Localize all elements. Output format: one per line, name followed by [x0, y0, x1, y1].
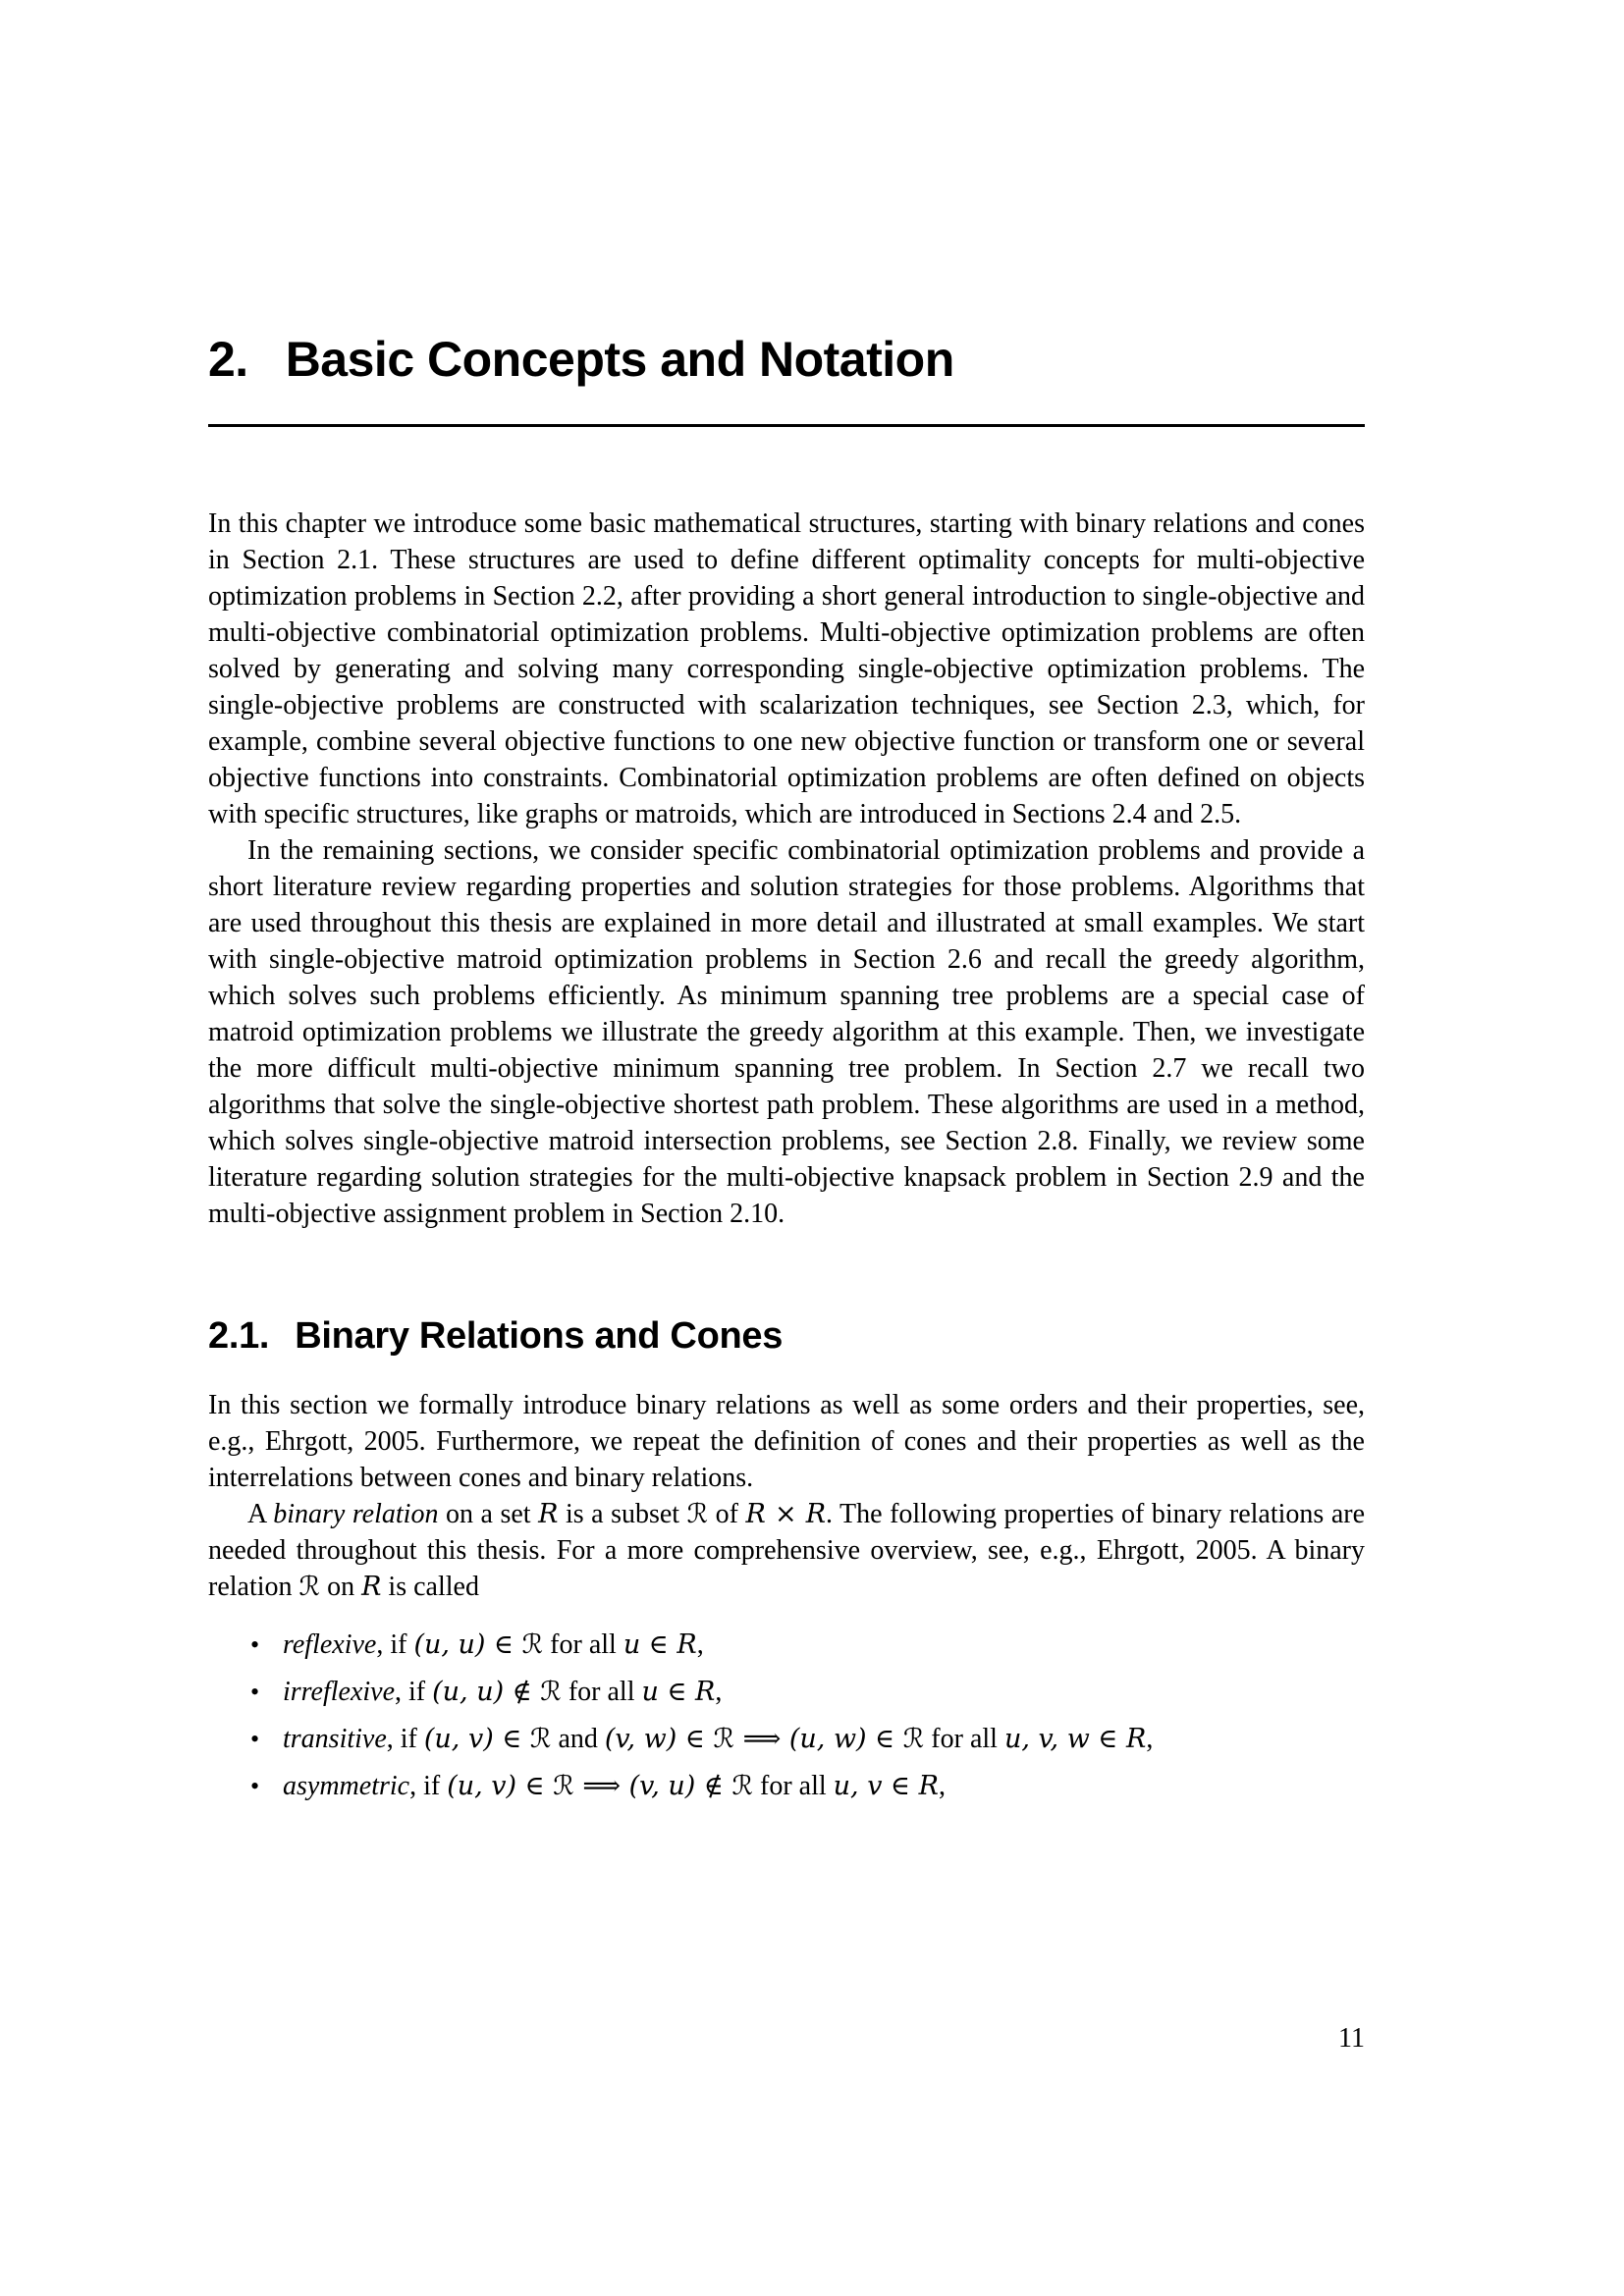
- text-segment: ,: [938, 1770, 946, 1801]
- text-segment: (v, w) ∈: [604, 1723, 714, 1754]
- chapter-rule: [208, 424, 1365, 427]
- text-segment: u ∈ R: [641, 1676, 716, 1707]
- text-segment: (u, v) ∈: [447, 1770, 554, 1801]
- text-segment: ℛ: [731, 1770, 754, 1801]
- list-item-text: [283, 1629, 704, 1660]
- text-segment: (u, u) ∈: [413, 1629, 522, 1660]
- text-segment: ℛ: [540, 1676, 562, 1707]
- text-segment: for all: [753, 1770, 834, 1801]
- chapter-heading: [208, 332, 1365, 387]
- bullet-icon: •: [250, 1629, 260, 1659]
- properties-list: [208, 1627, 1365, 1804]
- list-item-irreflexive: [250, 1674, 1365, 1710]
- text-segment: , if: [409, 1770, 448, 1801]
- text-segment: , if: [386, 1723, 424, 1754]
- text-segment: ⟹: [573, 1770, 629, 1801]
- text-segment: for all: [543, 1629, 623, 1660]
- chapter-title: Basic Concepts and Notation: [285, 332, 954, 387]
- text-segment: ⟹: [733, 1723, 789, 1754]
- section-heading: [208, 1316, 1365, 1358]
- text-segment: for all: [924, 1723, 1004, 1754]
- text-segment: is called: [381, 1571, 479, 1602]
- page-number: 11: [1338, 2023, 1365, 2054]
- text-segment: R: [538, 1498, 559, 1529]
- intro-paragraph-1: In this chapter we introduce some basic mathematical structures, starting with binary relations and cones in Section 2.1. These structures are used to define different optimality concepts for multi-objective optimization problems in Section 2.2, after providing a short general introduction to single-objective and multi-objective combinatorial optimization problems. Multi-objective optimization problems are often solved by generating and solving many corresponding single-objective optimization problems. The single-objective problems are constructed with scalarization techniques, see Section 2.3, which, for example, combine several objective functions to one new objective function or transform one or several objective functions into constraints. Combinatorial optimization problems are often defined on objects with specific structures, like graphs or matroids, which are introduced in Sections 2.4 and 2.5.: [208, 508, 1365, 829]
- text-segment: for all: [561, 1676, 642, 1707]
- list-item-asymmetric: [250, 1768, 1365, 1804]
- text-segment: ℛ: [521, 1629, 544, 1660]
- text-segment: is a subset: [558, 1498, 687, 1529]
- text-segment: u, v ∈ R: [833, 1770, 939, 1801]
- text-segment: asymmetric: [283, 1770, 410, 1801]
- text-segment: , if: [395, 1676, 433, 1707]
- list-item-reflexive: [250, 1627, 1365, 1663]
- text-segment: ℛ: [553, 1770, 574, 1801]
- text-segment: ℛ: [298, 1571, 321, 1602]
- text-segment: ℛ: [686, 1498, 709, 1529]
- text-segment: A: [247, 1498, 274, 1529]
- text-segment: and: [551, 1723, 605, 1754]
- section-title: Binary Relations and Cones: [295, 1315, 784, 1357]
- text-segment: u, v, w ∈ R: [1003, 1723, 1147, 1754]
- text-segment: ,: [1146, 1723, 1154, 1754]
- text-segment: binary relation: [273, 1498, 439, 1529]
- text-segment: (u, v) ∈: [423, 1723, 530, 1754]
- list-item-transitive: [250, 1721, 1365, 1757]
- text-segment: of: [708, 1498, 746, 1529]
- text-segment: ,: [715, 1676, 723, 1707]
- text-segment: ,: [696, 1629, 704, 1660]
- bullet-icon: •: [250, 1724, 260, 1753]
- text-segment: R: [361, 1571, 382, 1602]
- text-segment: on: [320, 1571, 362, 1602]
- text-segment: (u, u) ∉: [432, 1676, 541, 1707]
- text-segment: ℛ: [529, 1723, 552, 1754]
- chapter-number: 2.: [208, 332, 248, 387]
- list-item-text: [283, 1771, 946, 1801]
- text-segment: ℛ: [713, 1723, 734, 1754]
- intro-paragraph-2: In the remaining sections, we consider specific combinatorial optimization problems and provide a short literature review regarding properties and solution strategies for those problems. Algorithms that are used throughout this thesis are explained in more detail and illustrated at small examples. We start with single-objective matroid optimization problems in Section 2.6 and recall the greedy algorithm, which solves such problems efficiently. As minimum spanning tree problems are a special case of matroid optimization problems we illustrate the greedy algorithm at this example. Then, we investigate the more difficult multi-objective minimum spanning tree problem. In Section 2.7 we recall two algorithms that solve the single-objective shortest path problem. These algorithms are used in a method, which solves single-objective matroid intersection problems, see Section 2.8. Finally, we review some literature regarding solution strategies for the multi-objective knapsack problem in Section 2.9 and the multi-objective assignment problem in Section 2.10.: [208, 835, 1365, 1229]
- section-number: 2.1.: [208, 1315, 270, 1357]
- bullet-icon: •: [250, 1771, 260, 1800]
- text-segment: (u, w) ∈: [788, 1723, 903, 1754]
- text-segment: ℛ: [902, 1723, 925, 1754]
- text-segment: on a set: [438, 1498, 539, 1529]
- section-paragraph-2: [208, 1496, 1365, 1605]
- bullet-icon: •: [250, 1677, 260, 1706]
- section-paragraph-1: In this section we formally introduce binary relations as well as some orders and their properties, see, e.g., Ehrgott, 2005. Furthermore, we repeat the definition of cones and their properties as well as the interrelations between cones and binary relations.: [208, 1389, 1365, 1493]
- text-segment: irreflexive: [283, 1676, 396, 1707]
- list-item-text: [283, 1677, 722, 1707]
- text-segment: transitive: [283, 1723, 387, 1754]
- text-segment: (v, u) ∉: [628, 1770, 732, 1801]
- text-segment: reflexive: [283, 1629, 377, 1660]
- text-segment: , if: [376, 1629, 414, 1660]
- text-segment: . The following properties of binary relations are needed throughout this thesis. For a more comprehensive overview, see, e.g., Ehrgott, 2005. A binary relation: [208, 1498, 1365, 1602]
- text-segment: u ∈ R: [623, 1629, 697, 1660]
- text-segment: R × R: [745, 1498, 827, 1529]
- list-item-text: [283, 1724, 1153, 1754]
